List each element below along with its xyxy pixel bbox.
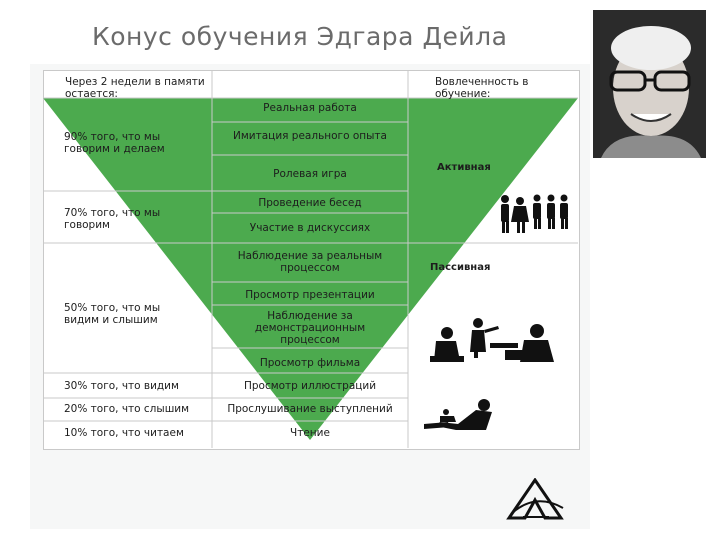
retention-cell: 90% того, что мы говорим и делаем — [64, 131, 165, 155]
method-cell: Наблюдение за демонстрационным процессом — [254, 310, 366, 346]
method-cell: Проведение бесед — [258, 197, 362, 209]
retention-cell: 70% того, что мы говорим — [64, 207, 161, 231]
retention-cell: 30% того, что видим — [64, 380, 179, 392]
retention-cell: 50% того, что мы видим и слышим — [64, 302, 161, 326]
method-cell: Имитация реального опыта — [233, 130, 387, 142]
reclining-people-icon — [424, 399, 492, 430]
header-engagement: Вовлеченность в обучение: — [435, 76, 529, 100]
engagement-active: Активная — [437, 162, 491, 173]
engagement-passive: Пассивная — [430, 262, 491, 273]
method-cell: Наблюдение за реальным процессом — [237, 250, 383, 274]
method-cell: Участие в дискуссиях — [249, 222, 371, 234]
method-cell: Чтение — [290, 427, 330, 439]
compass-triangle-logo — [505, 478, 567, 522]
header-retention: Через 2 недели в памяти остается: — [65, 76, 205, 100]
method-cell: Реальная работа — [263, 102, 357, 114]
method-cell: Ролевая игра — [273, 168, 347, 180]
slide-title: Конус обучения Эдгара Дейла — [92, 22, 508, 51]
method-cell: Просмотр иллюстраций — [243, 380, 377, 392]
meeting-people-icon — [430, 318, 554, 362]
method-cell: Просмотр фильма — [259, 357, 361, 369]
retention-cell: 20% того, что слышим — [64, 403, 190, 415]
standing-people-icon — [501, 195, 568, 234]
method-cell: Прослушивание выступлений — [227, 403, 393, 415]
retention-cell: 10% того, что читаем — [64, 427, 184, 439]
method-cell: Просмотр презентации — [245, 289, 375, 301]
